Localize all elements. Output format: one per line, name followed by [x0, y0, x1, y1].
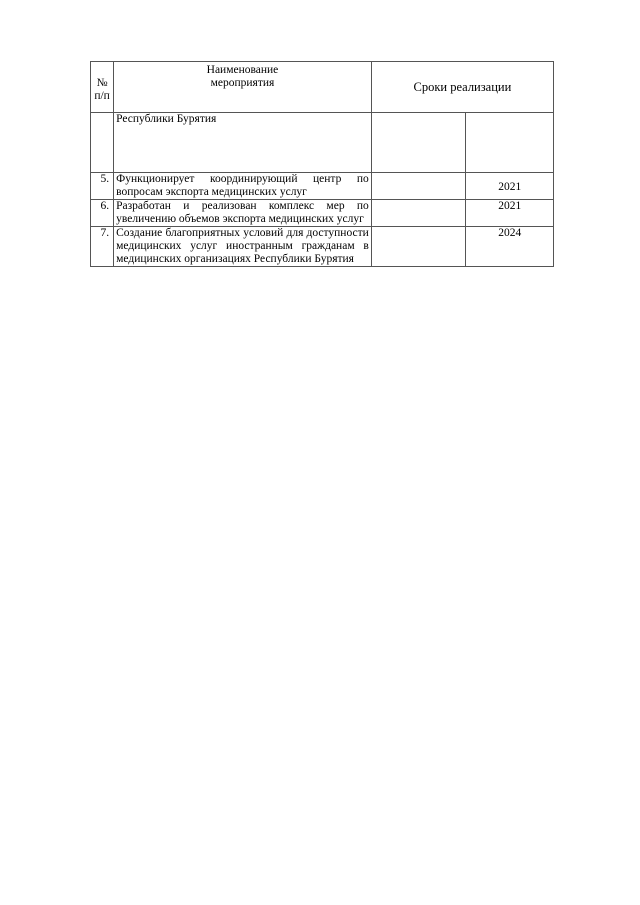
- row-year: 2024: [466, 227, 554, 267]
- row-col-a: [371, 227, 466, 267]
- table-row: [91, 113, 554, 173]
- header-num-line-2: п/п: [94, 90, 110, 102]
- row-name: Создание благоприятных условий для доступности медицинских услуг иностранным гражданам в медицинских организациях Республики Бурятия: [114, 227, 372, 267]
- row-num: 6.: [91, 200, 114, 227]
- header-name-line-1: Наименование: [206, 64, 279, 76]
- row-num: [91, 113, 114, 173]
- table-row: [91, 173, 554, 200]
- table-row: [91, 227, 554, 267]
- row-col-a: [371, 173, 466, 200]
- row-col-b: [466, 113, 554, 173]
- header-terms-cell: Сроки реализации: [371, 62, 553, 113]
- row-name: Функционирует координирующий центр по вопросам экспорта медицинских услуг: [114, 173, 372, 200]
- row-name: Разработан и реализован комплекс мер по увеличению объемов экспорта медицинских услуг: [114, 200, 372, 227]
- row-name: Республики Бурятия: [114, 113, 372, 173]
- header-name-line-2: мероприятия: [210, 77, 275, 89]
- row-col-a: [371, 200, 466, 227]
- row-num: 5.: [91, 173, 114, 200]
- row-year: 2021: [466, 173, 554, 200]
- row-year: 2021: [466, 200, 554, 227]
- table-header-row: [91, 62, 554, 113]
- header-num-cell: [91, 62, 114, 113]
- header-name-cell: [114, 62, 372, 113]
- row-num: 7.: [91, 227, 114, 267]
- row-col-a: [371, 113, 466, 173]
- events-table: [90, 61, 554, 267]
- header-num-line-1: №: [96, 77, 108, 89]
- table-row: [91, 200, 554, 227]
